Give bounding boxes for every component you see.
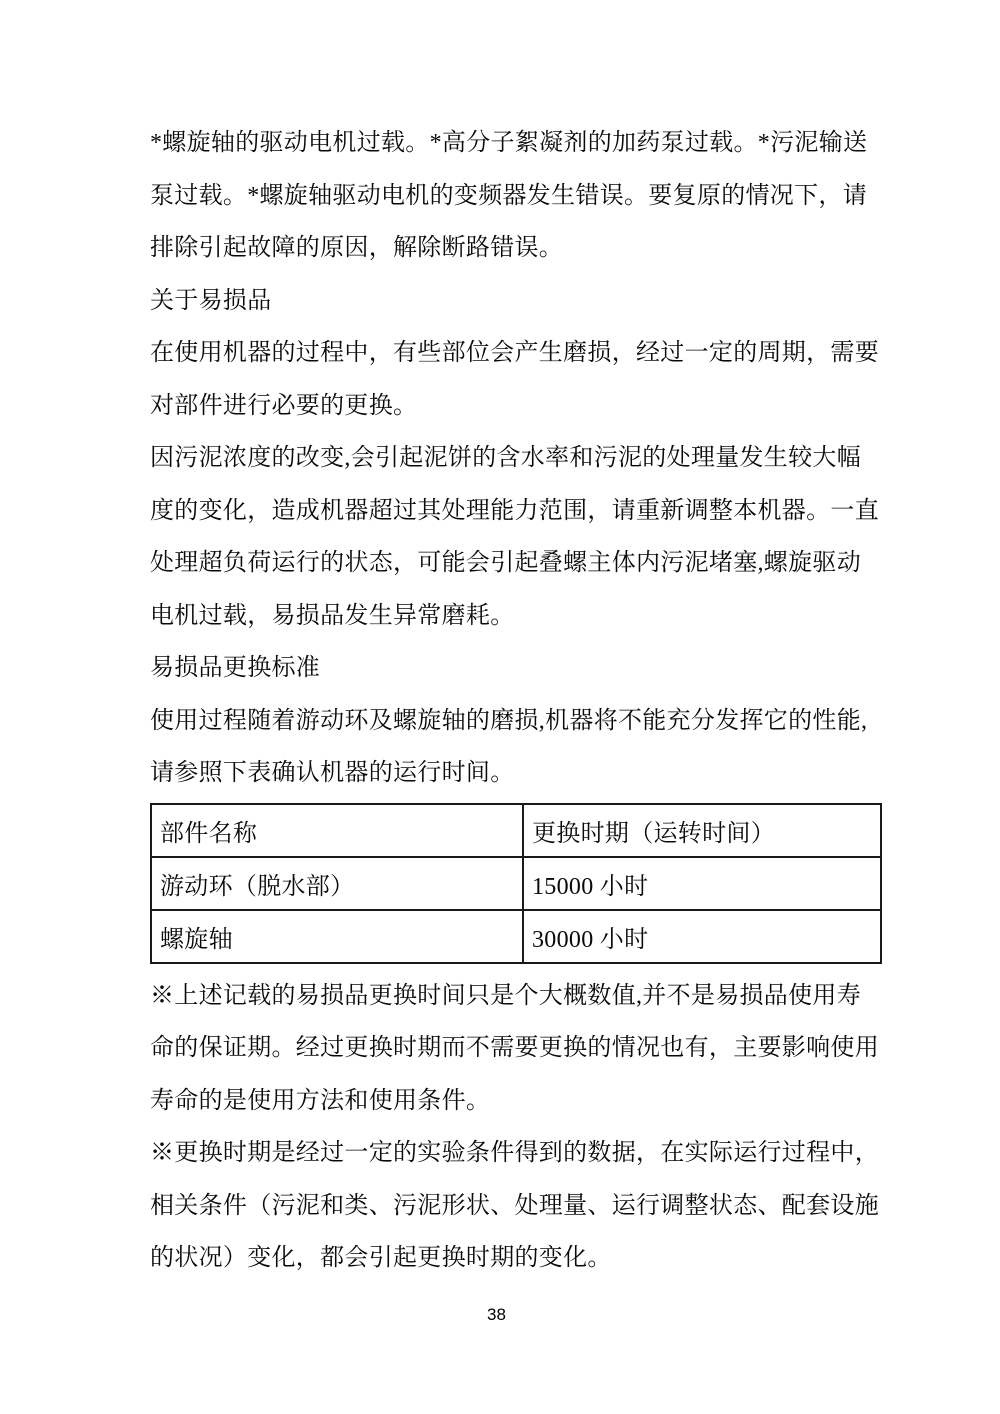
note-line: 寿命的是使用方法和使用条件。 <box>150 1087 491 1114</box>
text-line: *螺旋轴的驱动电机过载。*高分子絮凝剂的加药泵过载。*污泥输送 <box>150 130 868 156</box>
table-row <box>151 910 881 963</box>
note-line: ※更换时期是经过一定的实验条件得到的数据，在实际运行过程中， <box>150 1140 879 1166</box>
text-line: 电机过载，易损品发生异常磨耗。 <box>150 602 515 629</box>
heading-replacement-standard: 易损品更换标准 <box>150 655 321 681</box>
heading-about-consumables: 关于易损品 <box>150 287 272 314</box>
page-number: 38 <box>487 1305 506 1324</box>
text-line: 处理超负荷运行的状态，可能会引起叠螺主体内污泥堵塞,螺旋驱动 <box>150 550 861 576</box>
table-header-replacement-period: 更换时期（运转时间） <box>523 804 881 857</box>
text-line: 度的变化，造成机器超过其处理能力范围，请重新调整本机器。一直 <box>150 497 879 524</box>
table-row <box>151 857 881 910</box>
table-cell-period: 15000 小时 <box>523 857 881 910</box>
text-line: 请参照下表确认机器的运行时间。 <box>150 760 515 786</box>
table-header-row <box>151 804 881 857</box>
note-line: 的状况）变化，都会引起更换时期的变化。 <box>150 1245 612 1271</box>
text-line: 使用过程随着游动环及螺旋轴的磨损,机器将不能充分发挥它的性能, <box>150 707 868 734</box>
text-line: 泵过载。*螺旋轴驱动电机的变频器发生错误。要复原的情况下，请 <box>150 182 867 209</box>
replacement-period-table <box>150 803 882 964</box>
text-line: 对部件进行必要的更换。 <box>150 392 418 419</box>
table-cell-part-name: 游动环（脱水部） <box>151 857 523 910</box>
text-line: 因污泥浓度的改变,会引起泥饼的含水率和污泥的处理量发生较大幅 <box>150 445 861 471</box>
notes-section <box>150 970 878 1285</box>
note-line: 命的保证期。经过更换时期而不需要更换的情况也有，主要影响使用 <box>150 1035 879 1061</box>
table-header-part-name: 部件名称 <box>151 804 523 857</box>
text-line: 排除引起故障的原因，解除断路错误。 <box>150 235 564 261</box>
table-cell-period: 30000 小时 <box>523 910 881 963</box>
note-line: 相关条件（污泥和类、污泥形状、处理量、运行调整状态、配套设施 <box>150 1192 879 1219</box>
note-line: ※上述记载的易损品更换时间只是个大概数值,并不是易损品使用寿 <box>150 982 861 1009</box>
table-cell-part-name: 螺旋轴 <box>151 910 523 963</box>
text-line: 在使用机器的过程中，有些部位会产生磨损，经过一定的周期，需要 <box>150 340 879 366</box>
page-content <box>150 117 878 1285</box>
